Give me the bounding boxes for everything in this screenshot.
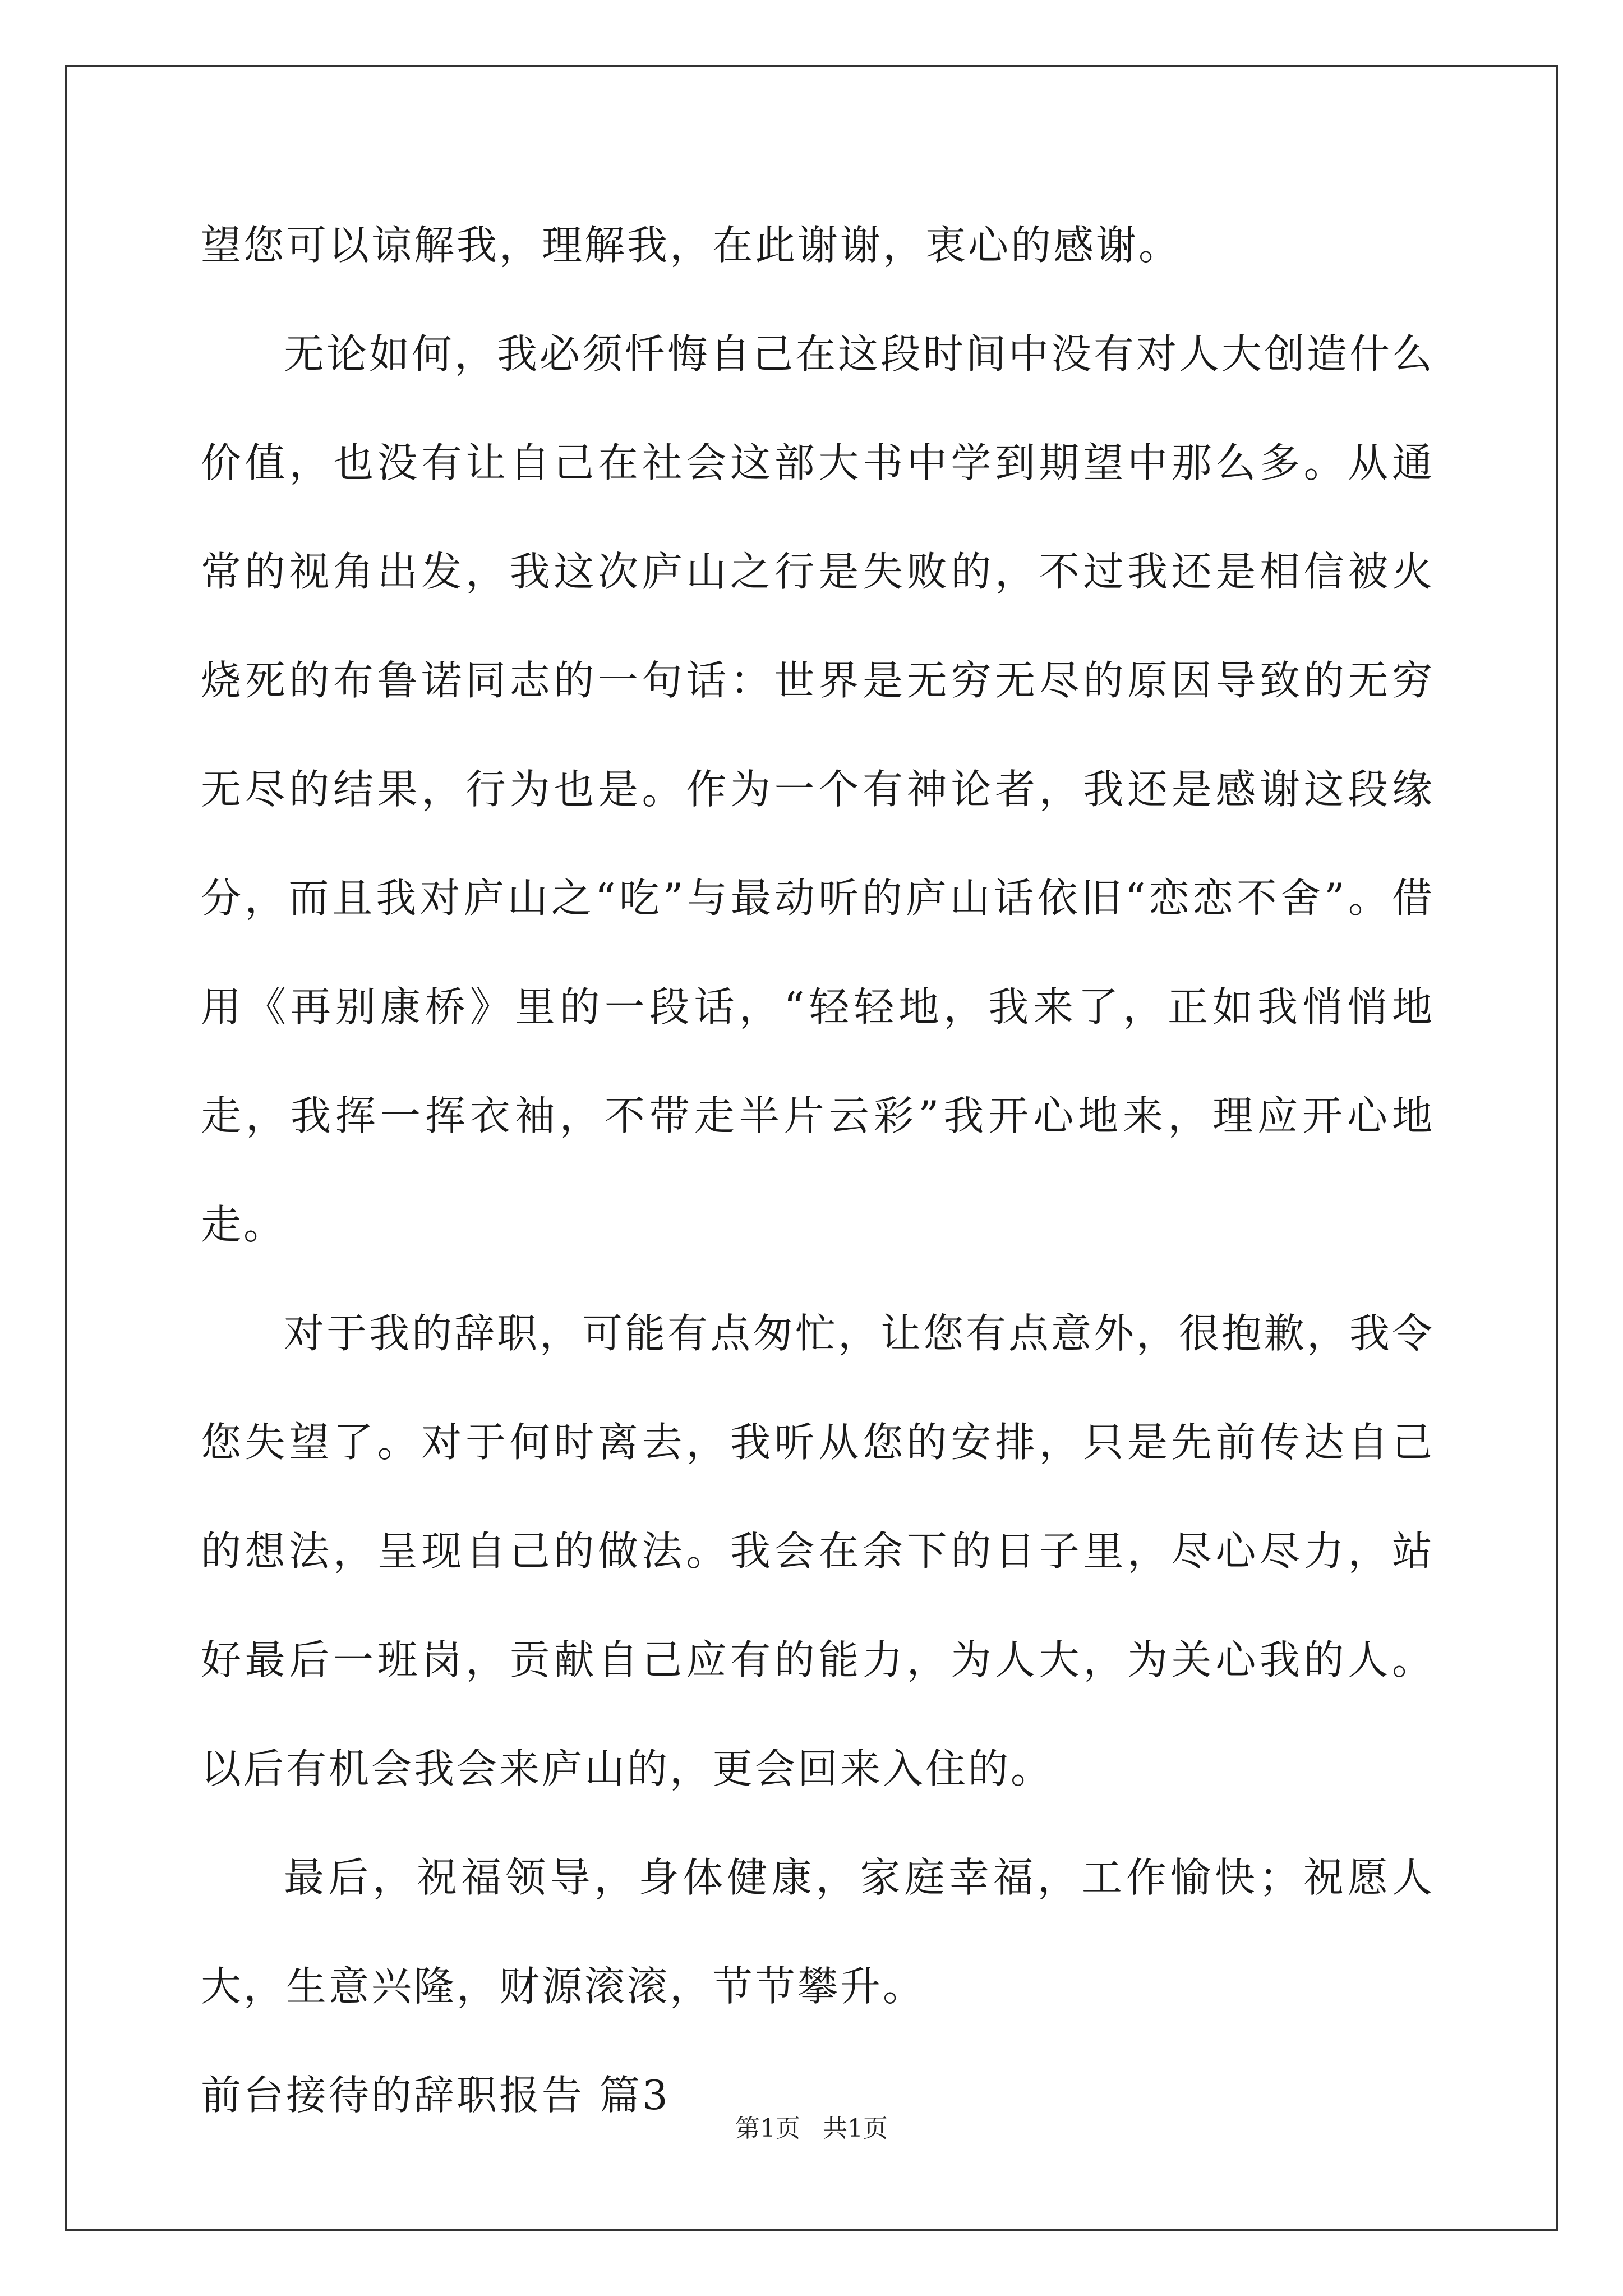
paragraph-1: 望您可以谅解我，理解我，在此谢谢，衷心的感谢。 [201, 222, 1182, 269]
section-heading: 前台接待的辞职报告 篇3 [201, 2072, 670, 2119]
paragraph-4: 最后，祝福领导，身体健康，家庭幸福，工作愉快；祝愿人大，生意兴隆，财源滚滚，节节攀升。 [201, 1854, 1435, 2010]
page-total: 共1页 [823, 2114, 888, 2143]
page-footer [0, 2108, 1623, 2144]
paragraph-2: 无论如何，我必须忏悔自己在这段时间中没有对人大创造什么价值，也没有让自己在社会这部大书中学到期望中那么多。从通常的视角出发，我这次庐山之行是失败的，不过我还是相信被火烧死的布鲁诺同志的一句话：世界是无穷无尽的原因导致的无穷无尽的结果，行为也是。作为一个有神论者，我还是感谢这段缘分，而且我对庐山之“吃”与最动听的庐山话依旧“恋恋不舍”。借用《再别康桥》里的一段话，“轻轻地，我来了，正如我悄悄地走，我挥一挥衣袖，不带走半片云彩”我开心地来，理应开心地走。 [201, 330, 1435, 1248]
paragraph-3: 对于我的辞职，可能有点匆忙，让您有点意外，很抱歉，我令您失望了。对于何时离去，我听从您的安排，只是先前传达自己的想法，呈现自己的做法。我会在余下的日子里，尽心尽力，站好最后一班岗，贡献自己应有的能力，为人大，为关心我的人。以后有机会我会来庐山的，更会回来入住的。 [201, 1310, 1435, 1792]
document-body [201, 191, 1435, 2150]
page-number: 第1页 [735, 2114, 800, 2143]
